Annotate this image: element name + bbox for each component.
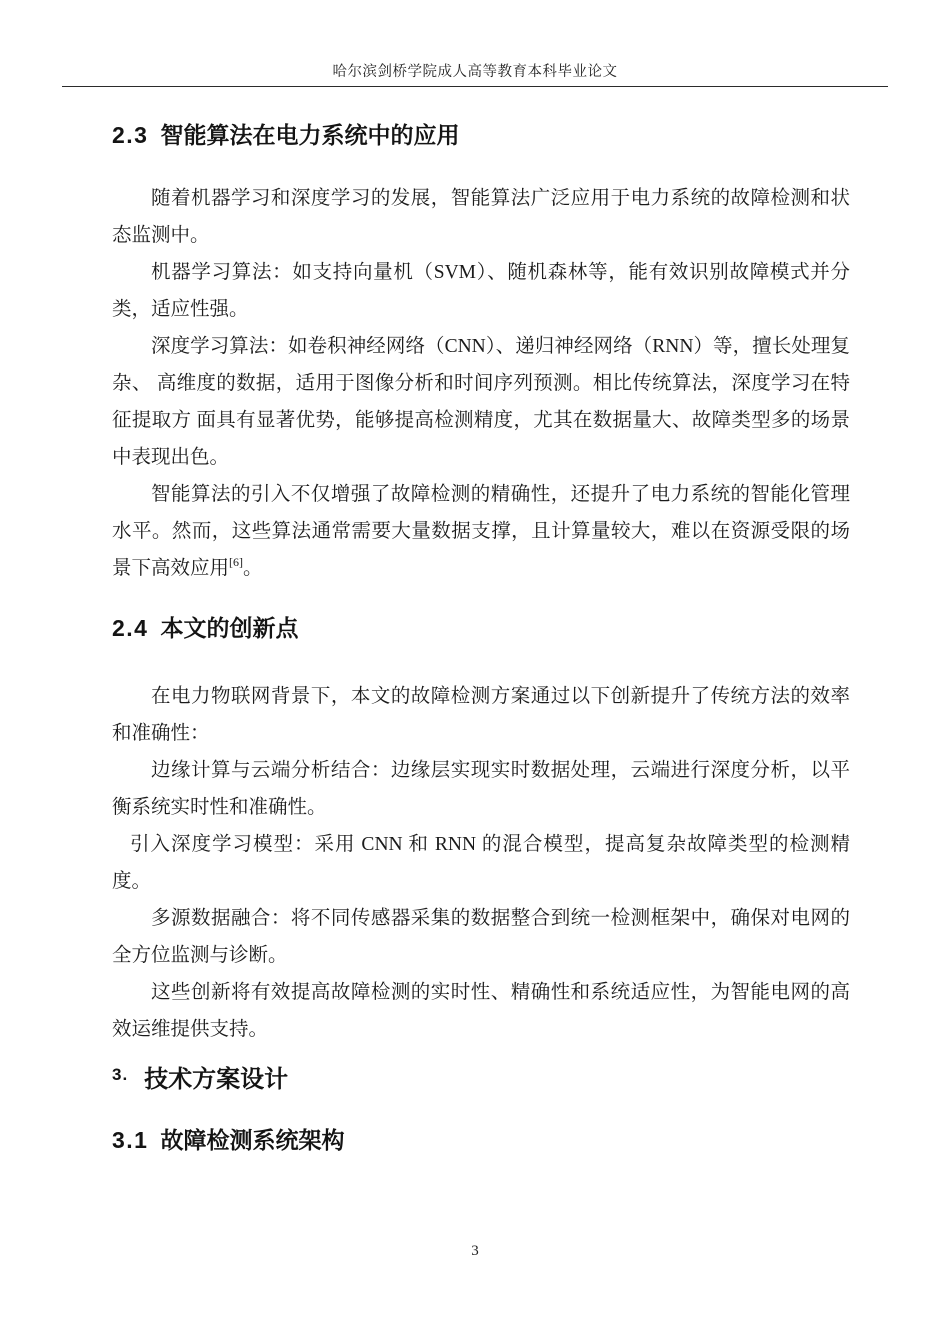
document-body bbox=[112, 120, 850, 1156]
paragraph-innovation-summary: 这些创新将有效提高故障检测的实时性、精确性和系统适应性，为智能电网的高效运维提供支持。 bbox=[112, 981, 850, 1040]
section-heading-2-3 bbox=[112, 120, 850, 150]
paragraph-innovation-intro: 在电力物联网背景下，本文的故障检测方案通过以下创新提升了传统方法的效率和准确性： bbox=[112, 685, 850, 744]
paragraph-algorithm-limitations-text: 智能算法的引入不仅增强了故障检测的精确性，还提升了电力系统的智能化管理水平。然而，这些算法通常需要大量数据支撑，且计算量较大，难以在资源受限的场景下高效应用 bbox=[112, 484, 850, 580]
citation-6-superscript: [6] bbox=[229, 555, 244, 570]
paragraph-deep-learning: 深度学习算法：如卷积神经网络（CNN）、递归神经网络（RNN）等，擅长处理复杂、 高维度的数据，适用于图像分析和时间序列预测。相比传统算法，深度学习在特征提取方 面具有显著优势，能够提高检测精度，尤其在数据量大、故障类型多的场景中表现出色。 bbox=[112, 336, 850, 469]
section-heading-2-4 bbox=[112, 613, 850, 643]
paragraph-machine-learning: 机器学习算法：如支持向量机（SVM）、随机森林等，能有效识别故障模式并分类，适应性强。 bbox=[112, 262, 850, 321]
section-title-2-3: 智能算法在电力系统中的应用 bbox=[160, 122, 460, 148]
section-title-2-4: 本文的创新点 bbox=[160, 615, 299, 642]
section-number-2-3: 2.3 bbox=[112, 122, 149, 148]
running-header bbox=[62, 0, 888, 87]
running-header-text: 哈尔滨剑桥学院成人高等教育本科毕业论文 bbox=[332, 64, 618, 80]
chapter-heading-3 bbox=[112, 1064, 850, 1096]
chapter-number-3: 3. bbox=[112, 1064, 129, 1084]
page-number: 3 bbox=[471, 1243, 479, 1259]
paragraph-deep-learning-model: 引入深度学习模型：采用 CNN 和 RNN 的混合模型，提高复杂故障类型的检测精度。 bbox=[112, 833, 850, 892]
paragraph-multisource-fusion: 多源数据融合：将不同传感器采集的数据整合到统一检测框架中，确保对电网的全方位监测与诊断。 bbox=[112, 907, 850, 966]
section-title-3-1: 故障检测系统架构 bbox=[160, 1127, 345, 1154]
section-heading-3-1 bbox=[112, 1125, 850, 1155]
paragraph-algorithm-limitations bbox=[112, 476, 850, 587]
paragraph-intelligent-algorithms-intro: 随着机器学习和深度学习的发展，智能算法广泛应用于电力系统的故障检测和状态监测中。 bbox=[112, 188, 850, 247]
paragraph-edge-cloud: 边缘计算与云端分析结合：边缘层实现实时数据处理，云端进行深度分析，以平衡系统实时性和准确性。 bbox=[112, 759, 850, 818]
section-number-3-1: 3.1 bbox=[112, 1127, 149, 1154]
chapter-title-3: 技术方案设计 bbox=[144, 1065, 289, 1093]
paragraph-algorithm-limitations-tail: 。 bbox=[243, 558, 263, 580]
section-number-2-4: 2.4 bbox=[112, 615, 149, 642]
